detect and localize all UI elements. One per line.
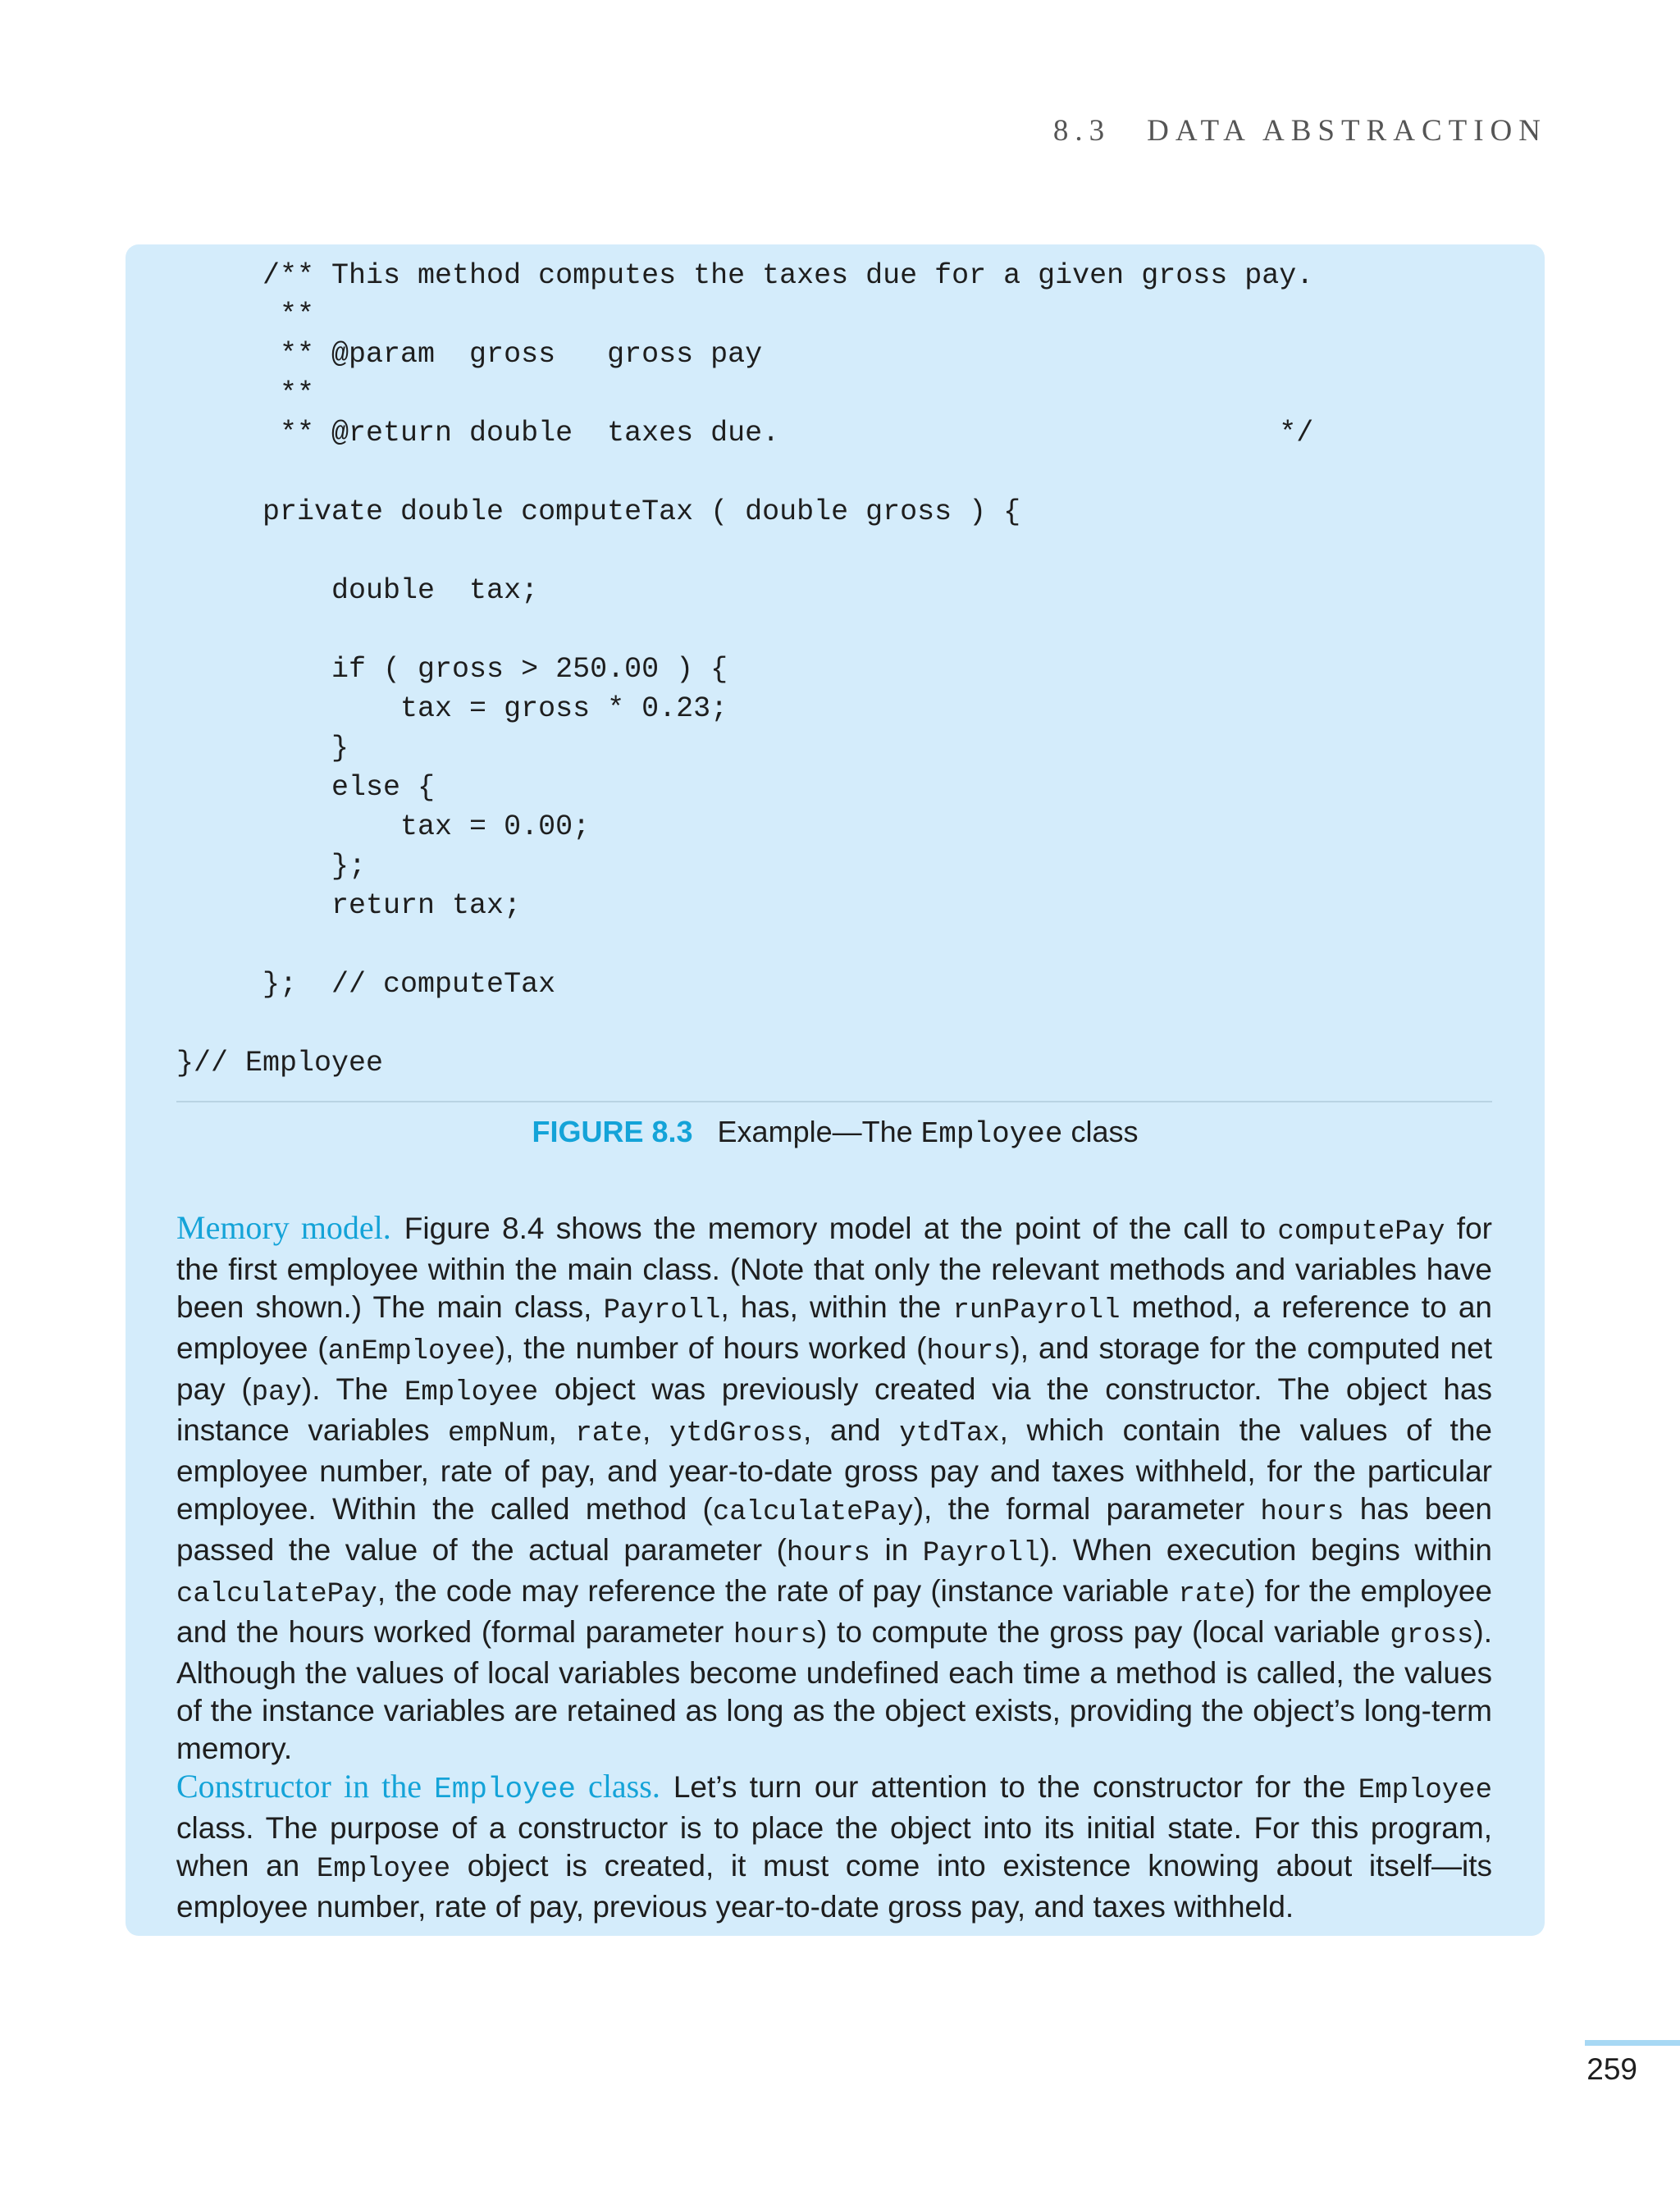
caption-code: Employee xyxy=(920,1117,1063,1151)
section-number: 8.3 xyxy=(1052,114,1112,148)
inline-code: anEmployee xyxy=(327,1336,495,1367)
body-text: ). The xyxy=(301,1372,404,1406)
body-text: ), and storage for the computed net pay ( xyxy=(176,1331,1493,1406)
inline-code: Employee xyxy=(1358,1775,1492,1806)
body-text: , which contain the values of the employee number, rate of pay, and year-to-date gross pay and taxes withheld, for the particular employee. Within the called method ( xyxy=(176,1413,1492,1526)
code-line: } xyxy=(176,732,349,764)
code-line: return tax; xyxy=(176,889,522,922)
body-text: method, a reference to an employee ( xyxy=(176,1290,1492,1365)
inline-code: Employee xyxy=(404,1377,539,1408)
code-line: ** xyxy=(176,299,315,331)
caption-rule xyxy=(176,1101,1492,1102)
body-text: , xyxy=(548,1413,576,1447)
inline-code: computePay xyxy=(1277,1216,1445,1248)
constructor-paragraph xyxy=(176,1768,1492,1926)
code-line: double tax; xyxy=(176,574,539,607)
inline-code: hours xyxy=(786,1538,870,1569)
inline-code: Payroll xyxy=(603,1295,721,1326)
code-line: ** @return double taxes due. */ xyxy=(176,417,1314,450)
section-title: DATA ABSTRACTION xyxy=(1147,114,1547,148)
body-text: ) for the employee and the hours worked (formal parameter xyxy=(176,1574,1492,1649)
body-text: , has, within the xyxy=(720,1290,953,1324)
inline-code: rate xyxy=(575,1418,642,1449)
inline-code: hours xyxy=(733,1620,818,1651)
body-text: for the first employee within the main class. (Note that only the relevant methods and variables have been shown.) The main class, xyxy=(176,1212,1492,1324)
inline-code: rate xyxy=(1178,1579,1246,1610)
body-text: ). When execution begins within xyxy=(1039,1533,1492,1567)
page-number-bar xyxy=(1585,2040,1680,2046)
body-text: , and xyxy=(803,1413,900,1447)
code-line: tax = gross * 0.23; xyxy=(176,692,728,725)
code-line: }; xyxy=(176,850,367,883)
running-head xyxy=(1053,113,1547,148)
memory-model-heading: Memory model. xyxy=(176,1209,391,1246)
inline-code: hours xyxy=(926,1336,1011,1367)
memory-model-paragraph xyxy=(176,1209,1492,1768)
heading-text: Constructor in the xyxy=(176,1768,435,1805)
code-line: if ( gross > 250.00 ) { xyxy=(176,653,728,686)
body-text: ). Although the values of local variables become undefined each time a method is called, the values of the instance variables are retained as long as the object exists, providing the object’s long-term memory. xyxy=(176,1615,1492,1765)
body-text: ), the number of hours worked ( xyxy=(495,1331,927,1365)
code-line: ** xyxy=(176,377,315,410)
inline-code: empNum xyxy=(448,1418,549,1449)
code-line: /** This method computes the taxes due for a given gross pay. xyxy=(176,259,1314,292)
figure-label: FIGURE 8.3 xyxy=(532,1115,693,1148)
body-text: object was previously created via the constructor. The object has instance variables xyxy=(176,1372,1492,1447)
figure-caption xyxy=(126,1112,1545,1154)
inline-code: ytdTax xyxy=(899,1418,1000,1449)
body-text: Let’s turn our attention to the constructor for the xyxy=(673,1770,1358,1804)
inline-code: gross xyxy=(1390,1620,1474,1651)
code-line: ** @param gross gross pay xyxy=(176,338,763,371)
body-text: Figure 8.4 shows the memory model at the point of the call to xyxy=(404,1212,1278,1245)
constructor-heading xyxy=(176,1768,660,1805)
inline-code: pay xyxy=(251,1377,302,1408)
code-line: private double computeTax ( double gross ) { xyxy=(176,495,1021,528)
body-text: class. The purpose of a constructor is to place the object into its initial state. For this program, when an xyxy=(176,1811,1492,1883)
caption-text: Example—The xyxy=(717,1115,921,1148)
inline-code: hours xyxy=(1260,1497,1344,1528)
body-text: ), the formal parameter xyxy=(913,1492,1261,1526)
body-text: , the code may reference the rate of pay (instance variable xyxy=(377,1574,1179,1608)
inline-code: ytdGross xyxy=(669,1418,804,1449)
code-line: }; // computeTax xyxy=(176,968,556,1001)
body-text: has been passed the value of the actual parameter ( xyxy=(176,1492,1493,1567)
inline-code: calculatePay xyxy=(176,1579,377,1610)
page-number: 259 xyxy=(1586,2052,1637,2086)
inline-code: Employee xyxy=(316,1854,451,1885)
inline-code: calculatePay xyxy=(712,1497,914,1528)
body-text: , xyxy=(641,1413,669,1447)
code-line: tax = 0.00; xyxy=(176,810,591,843)
caption-text-end: class xyxy=(1062,1115,1139,1148)
code-line: else { xyxy=(176,771,436,804)
body-text: in xyxy=(870,1533,923,1567)
code-listing xyxy=(176,256,1313,1083)
body-text: ) to compute the gross pay (local variable xyxy=(817,1615,1390,1649)
heading-code: Employee xyxy=(434,1773,576,1806)
heading-text-end: class. xyxy=(575,1768,660,1805)
body-text: object is created, it must come into existence knowing about itself—its employee number, rate of pay, previous year-to-date gross pay, and taxes withheld. xyxy=(176,1849,1493,1924)
code-line: }// Employee xyxy=(176,1047,384,1079)
figure-panel xyxy=(126,244,1545,1936)
inline-code: runPayroll xyxy=(952,1295,1121,1326)
inline-code: Payroll xyxy=(922,1538,1040,1569)
